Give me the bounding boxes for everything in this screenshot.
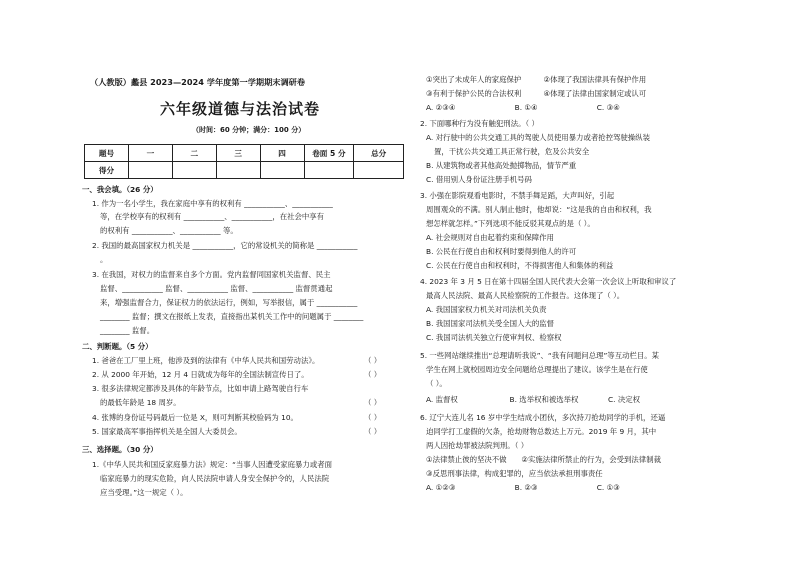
answer-bracket[interactable]: （ ） [364, 413, 382, 422]
section-heading: 三、选择题。（30 分） [82, 445, 158, 454]
judge-item: 5. 国家最高军事指挥机关是全国人大委员会。 [92, 427, 242, 436]
question-line: 4. 2023 年 3 月 5 日在第十四届全国人民代表大会第一次会议上听取和审议了 [420, 277, 677, 286]
option-line: ①突出了未成年人的家庭保护 ②体现了我国法律具有保护作用 [426, 75, 647, 84]
answer-bracket[interactable]: （ ） [364, 398, 382, 407]
exam-title: 六年级道德与法治试卷 [160, 100, 321, 118]
score-input-cell[interactable] [260, 162, 304, 179]
score-input-cell[interactable] [304, 162, 354, 179]
answer-bracket[interactable]: （ ） [364, 370, 382, 379]
judge-item: 3. 很多法律规定都涉及具体的年龄节点，比如申请上路驾驶自行车 [92, 384, 309, 393]
choice-line: A. ②③④ B. ①④ C. ③④ [426, 103, 620, 112]
table-cell: 总分 [354, 145, 404, 162]
question-line: ________ 监督；撰文在报纸上发表，直接指出某机关工作中的问题属于 ________ [100, 312, 364, 321]
time-note: （时间：60 分钟；满分：100 分） [192, 126, 306, 134]
choice-line: B. 公民在行使自由和权利时要得到他人的许可 [426, 247, 577, 256]
table-cell: 四 [260, 145, 304, 162]
option-line: ③反思刑事法律，构成犯罪的，应当依法承担刑事责任 [426, 469, 603, 478]
answer-bracket[interactable]: （ ） [364, 356, 382, 365]
question-line: 6. 辽宁大连儿名 16 岁中学生结成小团伙，多次持刀抢劫同学的手机，还逼 [420, 413, 666, 422]
table-cell: 题号 [85, 145, 129, 162]
judge-item: 1. 爸爸在工厂里上班，他涉及到的法律有《中华人民共和国劳动法》。 [92, 356, 320, 365]
question-line: 。 [100, 255, 108, 264]
question-line: 3. 小强在影院观看电影时，不禁手舞足蹈，大声叫好，引起 [420, 191, 615, 200]
question-line: 3. 在我国，对权力的监督来自多个方面。党内监督同国家机关监督、民主 [92, 270, 331, 279]
choice-line: A. 社会规则对自由起着约束和保障作用 [426, 233, 554, 242]
judge-item: 2. 从 2000 年开始，12 月 4 日就成为每年的全国法制宣传日了。 [92, 370, 309, 379]
score-table [84, 144, 404, 179]
choice-line: A. 监督权 B. 选举权和被选举权 C. 决定权 [426, 395, 641, 404]
exam-subtitle: （人教版）蠡县 2023—2024 学年度第一学期期末调研卷 [90, 77, 306, 87]
question-line: 来，增强监督合力，保证权力的依法运行，例如，写举报信，属于 ___________ [100, 298, 358, 307]
question-line: （ ）。 [426, 379, 447, 388]
question-line: 1.《中华人民共和国反家庭暴力法》规定：“当事人因遭受家庭暴力或者面 [92, 460, 332, 469]
question-line: 想怎样就怎样。”下列选项不能反驳其观点的是（ ）。 [426, 219, 595, 228]
question-line: 2. 我国的最高国家权力机关是 ___________，它的常设机关的简称是 ___________ [92, 241, 358, 250]
choice-line: C. 我国司法机关独立行使审判权、检察权 [426, 333, 562, 342]
section-heading: 二、判断题。（5 分） [82, 342, 153, 351]
answer-bracket[interactable]: （ ） [364, 427, 382, 436]
table-cell: 得分 [85, 162, 129, 179]
score-input-cell[interactable] [354, 162, 404, 179]
question-line: 学生在网上就校园周边安全问题给总理提出了建议。该学生是在行使 [426, 365, 648, 374]
score-table-header-row [85, 145, 404, 162]
score-input-cell[interactable] [216, 162, 260, 179]
section-heading: 一、我会填。（26 分） [82, 185, 158, 194]
option-line: ①法律禁止彼的坚决不做 ②实施法律所禁止的行为，会受到法律制裁 [426, 455, 661, 464]
table-cell: 三 [216, 145, 260, 162]
choice-line: 置，干扰公共交通工具正常行驶，危及公共安全 [434, 147, 590, 156]
question-line: 最高人民法院、最高人民检察院的工作报告。这体现了（ ）。 [426, 291, 625, 300]
question-line: 临家庭暴力的现实危险，向人民法院申请人身安全保护令的，人民法院 [100, 474, 330, 483]
score-input-cell[interactable] [128, 162, 172, 179]
question-line: 应当受理。”这一规定（ ）。 [100, 488, 188, 497]
score-input-cell[interactable] [172, 162, 216, 179]
question-line: 周围观众的不满。别人制止他时，他却说：“这是我的自由和权利，我 [426, 205, 652, 214]
question-line: 等，在学校享有的权利有 ___________、___________，在社会中享有 [100, 212, 325, 221]
table-cell: 一 [128, 145, 172, 162]
choice-line: A. 对行驶中的公共交通工具的驾驶人员使用暴力或者抢控驾驶操纵装 [426, 133, 650, 142]
choice-line: C. 借用别人身份证注册手机号码 [426, 175, 532, 184]
question-line: 监督、___________ 监督、___________ 监督、___________ 监督贯通起 [100, 284, 333, 293]
table-cell: 卷面 5 分 [304, 145, 354, 162]
choice-line: A. ①②③ B. ②③ C. ①③ [426, 483, 620, 492]
question-line: ________ 监督。 [100, 326, 155, 335]
question-line: 两人因抢劫罪被法院判刑。（ ） [426, 441, 529, 450]
question-line: 1. 作为一名小学生，我在家庭中享有的权利有 ___________、___________ [92, 199, 333, 208]
choice-line: C. 公民在行使自由和权利时，不得损害他人和集体的利益 [426, 261, 614, 270]
question-line: 5. 一些网站继续推出“总理请听我说”、“我有问题问总理”等互动栏目。某 [420, 351, 660, 360]
choice-line: B. 从建筑物或者其他高处抛掷物品，情节严重 [426, 161, 577, 170]
judge-item: 4. 张博的身份证号码最后一位是 X，则可判断其校验码为 10。 [92, 413, 298, 422]
choice-line: A. 我国国家权力机关对司法机关负责 [426, 305, 547, 314]
option-line: ③有利于保护公民的合法权利 ④体现了法律由国家制定或认可 [426, 89, 647, 98]
table-cell: 二 [172, 145, 216, 162]
choice-line: B. 我国国家司法机关受全国人大的监督 [426, 319, 555, 328]
question-line: 的权利有 ___________、___________ 等。 [100, 226, 238, 235]
judge-item: 的最低年龄是 18 周岁。 [100, 398, 181, 407]
score-table-score-row [85, 162, 404, 179]
question-line: 迫同学打工虚假的欠条，抢劫财物总数达上万元。2019 年 9 月，其中 [426, 427, 657, 436]
question-line: 2. 下面哪种行为没有触犯刑法。（ ） [420, 119, 539, 128]
